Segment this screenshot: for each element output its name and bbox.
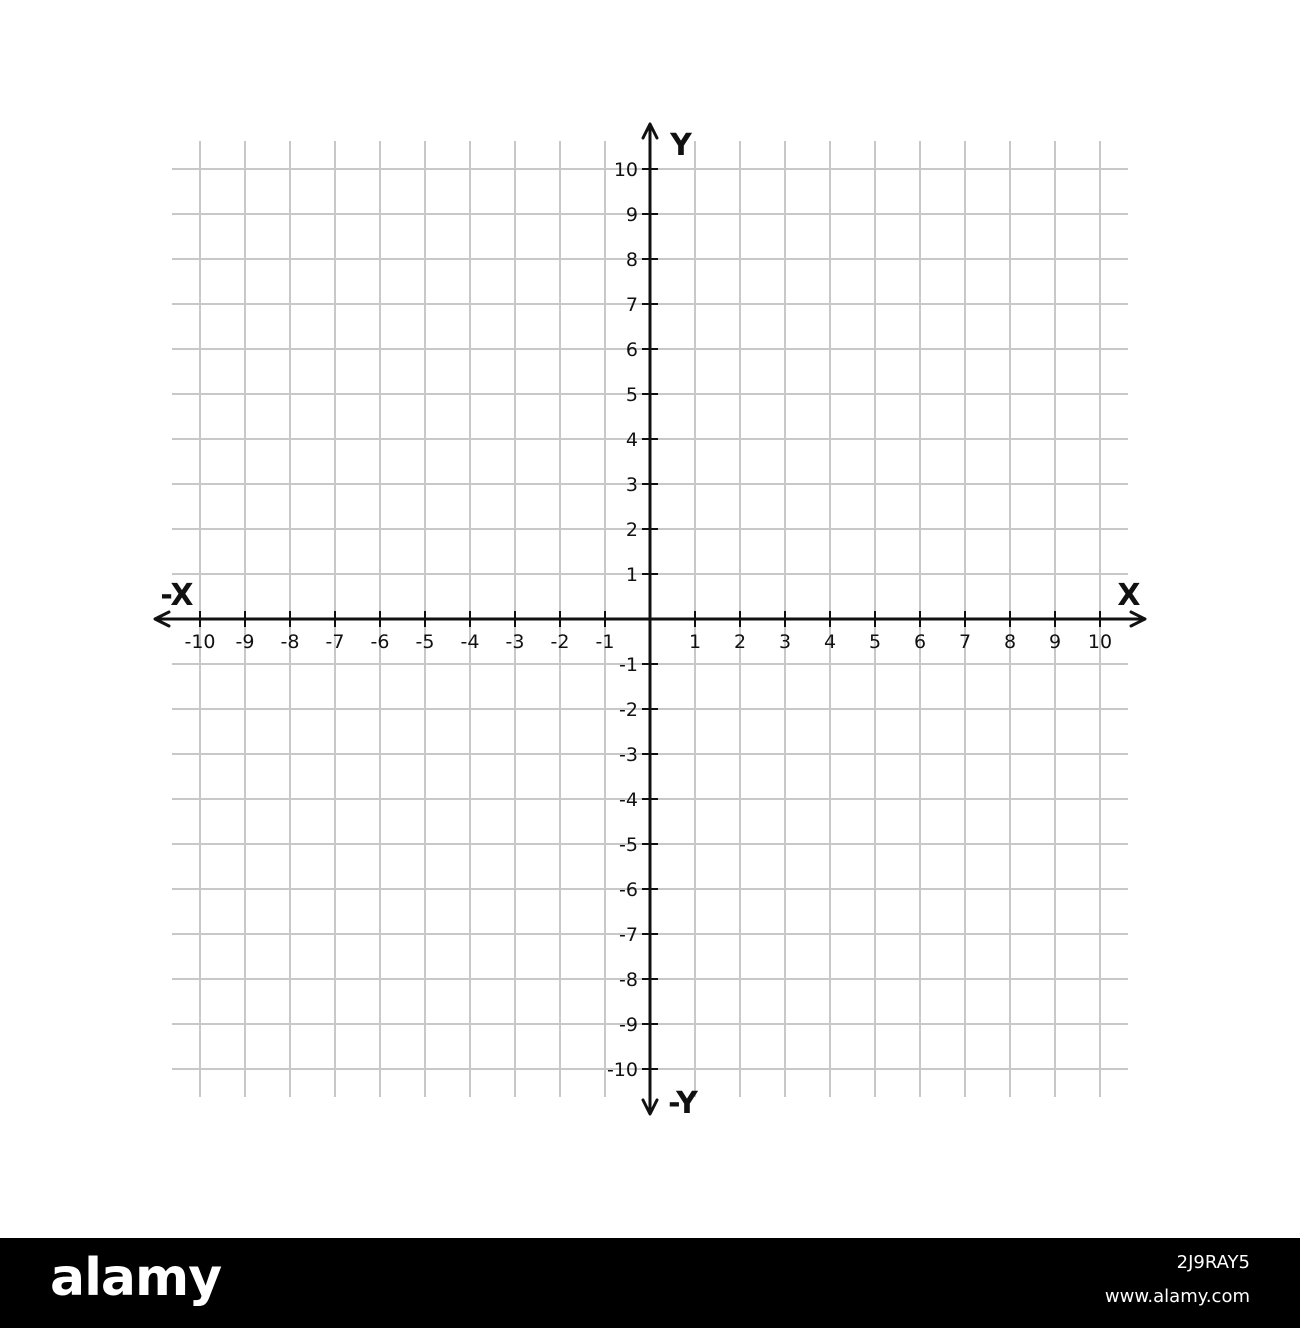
y-tick-label: -1	[619, 654, 638, 676]
y-tick-label: 7	[625, 294, 638, 316]
y-tick-label: -4	[619, 789, 638, 811]
x-tick-label: 3	[778, 631, 792, 653]
y-tick-label: 1	[625, 564, 638, 586]
x-tick-label: 6	[913, 631, 927, 653]
y-tick-label: 6	[625, 339, 638, 361]
y-tick-label: 5	[625, 384, 638, 406]
x-tick-label: -5	[415, 631, 435, 653]
y-tick-label: -2	[619, 699, 638, 721]
y-tick-label: 3	[625, 474, 638, 496]
x-negative-label: -X	[160, 578, 194, 613]
x-tick-label: -3	[505, 631, 525, 653]
x-tick-label: 2	[733, 631, 747, 653]
x-tick-label: 5	[868, 631, 882, 653]
watermark-bar	[0, 1238, 1300, 1328]
x-tick-label: 1	[688, 631, 702, 653]
y-tick-label: -9	[619, 1014, 638, 1036]
x-tick-label: -6	[370, 631, 390, 653]
axes	[155, 124, 1145, 1114]
x-tick-label: -10	[184, 631, 216, 653]
y-negative-label: -Y	[668, 1086, 698, 1121]
image-id: 2J9RAY5	[1176, 1252, 1250, 1273]
y-tick-label: 8	[625, 249, 638, 271]
y-tick-label: 9	[625, 204, 638, 226]
x-tick-label: -8	[280, 631, 300, 653]
y-tick-label: -3	[619, 744, 638, 766]
y-tick-label: 4	[625, 429, 638, 451]
site-url: www.alamy.com	[1104, 1286, 1250, 1307]
x-tick-label: -4	[460, 631, 480, 653]
brand-logo: alamy	[50, 1248, 222, 1308]
y-tick-label: -5	[619, 834, 638, 856]
x-tick-label: 4	[823, 631, 837, 653]
x-tick-label: -2	[550, 631, 570, 653]
x-tick-label: -9	[235, 631, 255, 653]
y-tick-label: -7	[619, 924, 638, 946]
x-tick-label: 8	[1003, 631, 1017, 653]
x-tick-label: 10	[1087, 631, 1113, 653]
y-tick-label: -10	[606, 1059, 638, 1081]
y-tick-label: 10	[613, 159, 638, 181]
x-positive-label: X	[1117, 578, 1141, 613]
y-tick-label: 2	[625, 519, 638, 541]
y-tick-label: -8	[619, 969, 638, 991]
y-tick-label: -6	[619, 879, 638, 901]
x-tick-label: -1	[595, 631, 615, 653]
x-tick-label: 9	[1048, 631, 1062, 653]
y-positive-label: Y	[670, 128, 692, 163]
x-tick-label: -7	[325, 631, 345, 653]
x-tick-label: 7	[958, 631, 972, 653]
